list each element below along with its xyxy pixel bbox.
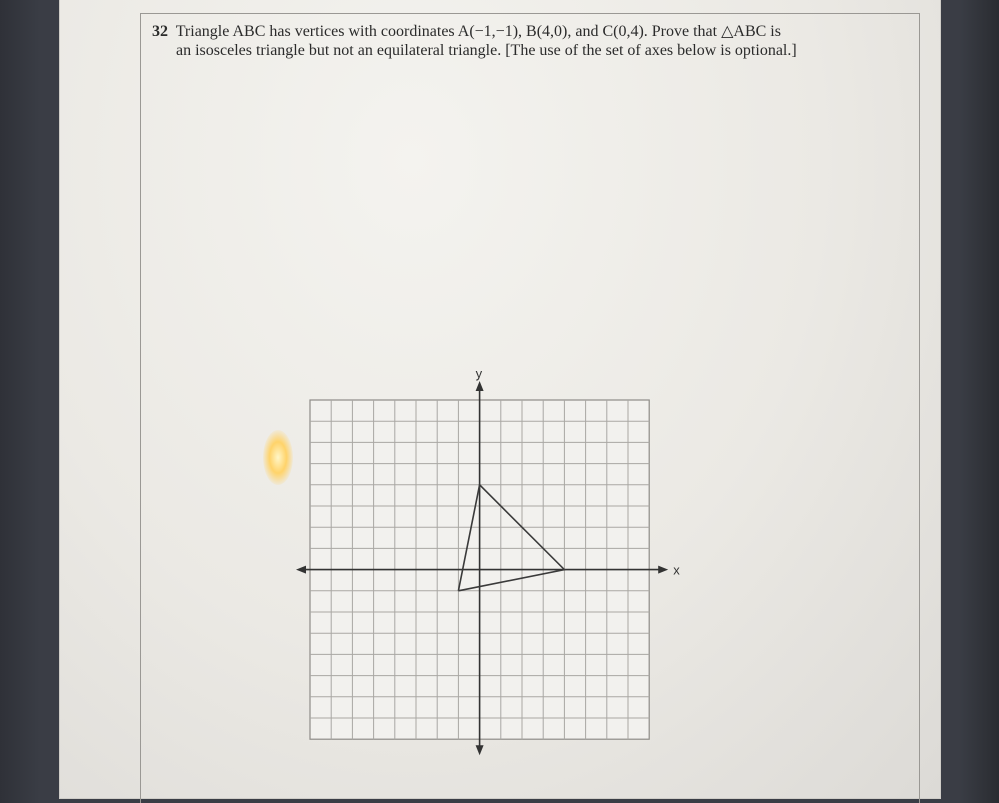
question-number: 32 xyxy=(152,23,168,40)
y-axis-up-arrow xyxy=(476,381,484,391)
question-text xyxy=(152,22,852,60)
y-axis-down-arrow xyxy=(476,745,484,755)
light-glare xyxy=(263,430,293,485)
y-axis-label: y xyxy=(475,366,483,381)
question-line-2: an isosceles triangle but not an equilateral triangle. [The use of the set of axes below is optional.] xyxy=(176,42,797,59)
x-axis-label: x xyxy=(673,562,680,578)
coordinate-plane xyxy=(290,365,710,775)
x-axis-left-arrow xyxy=(296,566,306,574)
x-axis-right-arrow xyxy=(658,566,668,574)
question-line-1: Triangle ABC has vertices with coordinates A(−1,−1), B(4,0), and C(0,4). Prove that △ABC is xyxy=(175,23,781,40)
